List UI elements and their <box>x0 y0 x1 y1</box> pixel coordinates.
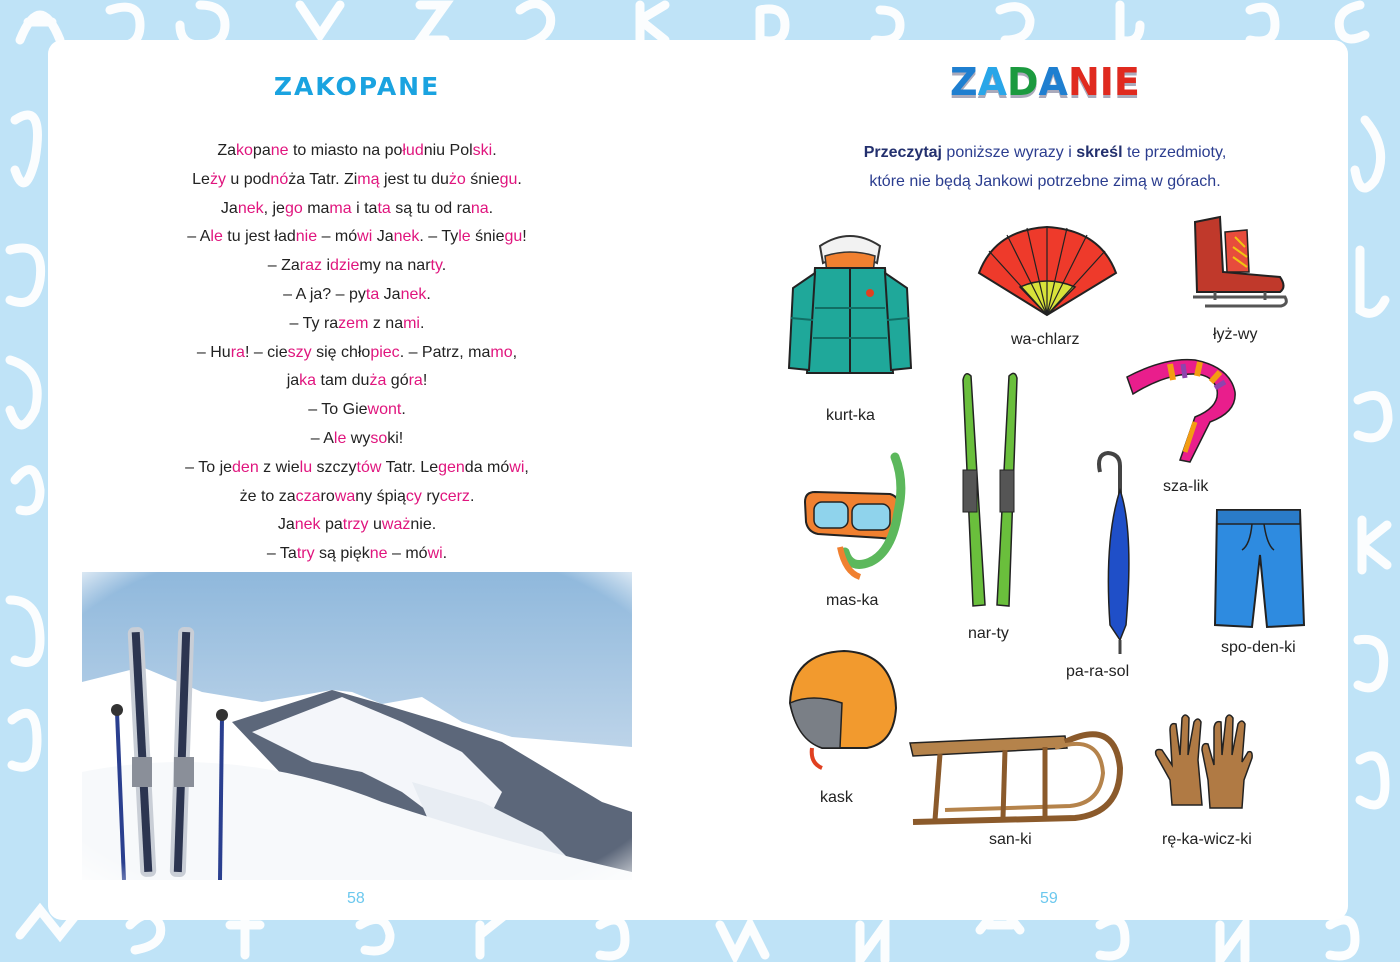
text-segment: . – Ty <box>419 228 459 246</box>
story-line <box>110 137 604 166</box>
instruction-line2: które nie będą Jankowi potrzebne zimą w górach. <box>869 173 1221 190</box>
page-number-left: 58 <box>347 890 365 907</box>
text-segment: . <box>441 257 447 275</box>
story-line <box>110 483 604 512</box>
text-segment: śnie <box>470 228 505 246</box>
text-segment: – mó <box>317 228 358 246</box>
label-shorts: spo-den-ki <box>1221 639 1296 656</box>
text-segment: , <box>512 343 518 361</box>
diving-mask-icon <box>800 452 915 582</box>
text-segment: Tatr. Le <box>381 458 439 476</box>
text-segment: pa <box>320 516 343 534</box>
text-segment: – Ty ra <box>289 314 339 332</box>
text-segment: . <box>488 199 494 217</box>
text-segment: i <box>322 257 331 275</box>
text-segment: Le <box>192 170 210 188</box>
text-segment: z na <box>368 314 404 332</box>
text-segment: że to za <box>239 487 296 505</box>
highlighted-syllable: nek <box>393 228 420 246</box>
highlighted-syllable: wi <box>427 545 443 563</box>
highlighted-syllable: ta <box>365 285 380 303</box>
highlighted-syllable: le <box>458 228 471 246</box>
text-segment: ! <box>522 228 527 246</box>
story-line <box>110 281 604 310</box>
task-heading-letter: A <box>977 60 1007 104</box>
text-segment: szczy <box>312 458 357 476</box>
highlighted-syllable: nek <box>294 516 321 534</box>
text-segment: ma <box>302 199 330 217</box>
text-segment: ro <box>320 487 335 505</box>
scarf-icon <box>1125 352 1245 467</box>
text-segment: – mó <box>387 545 428 563</box>
instruction-mid: poniższe wyrazy i <box>941 144 1077 161</box>
text-segment: . <box>492 142 497 159</box>
story-line <box>110 511 604 540</box>
label-skates: łyż-wy <box>1213 326 1258 343</box>
instruction-end: te przedmioty, <box>1122 144 1227 161</box>
highlighted-syllable: cy <box>405 487 422 505</box>
task-heading <box>950 60 1140 104</box>
task-heading-letter: I <box>1099 60 1114 104</box>
highlighted-syllable: ra <box>408 372 423 390</box>
text-segment: tu jest ład <box>222 228 296 246</box>
highlighted-syllable: gu <box>504 228 523 246</box>
highlighted-syllable: wa <box>334 487 356 505</box>
highlighted-syllable: ra <box>230 343 245 361</box>
highlighted-syllable: trzy <box>342 516 369 534</box>
fan-icon <box>975 225 1120 320</box>
highlighted-syllable: mą <box>357 170 380 188</box>
highlighted-syllable: so <box>370 429 388 447</box>
text-segment: u pod <box>225 170 271 188</box>
label-mask: mas-ka <box>826 592 879 609</box>
text-segment: – Hu <box>196 343 231 361</box>
task-heading-letter: A <box>1038 60 1068 104</box>
story-text <box>110 137 604 598</box>
label-gloves: rę-ka-wicz-ki <box>1162 831 1252 848</box>
text-segment: pa <box>252 142 271 159</box>
text-segment: ! – cie <box>244 343 288 361</box>
highlighted-syllable: gu <box>499 170 518 188</box>
highlighted-syllable: dzie <box>330 257 360 275</box>
highlighted-syllable: ży <box>209 170 226 188</box>
instruction-bold-cross: skreśl <box>1076 144 1123 161</box>
text-segment: . <box>426 285 431 303</box>
text-segment: to miasto na po <box>288 142 403 159</box>
text-segment: ! <box>422 372 428 390</box>
text-segment: u <box>368 516 382 534</box>
story-line <box>110 252 604 281</box>
label-skis: nar-ty <box>968 625 1009 642</box>
task-heading-letter: E <box>1113 60 1140 104</box>
text-segment: ża Tatr. Zi <box>288 170 358 188</box>
highlighted-syllable: le <box>333 429 347 447</box>
text-segment: ny śpią <box>355 487 406 505</box>
text-segment: . – Patrz, ma <box>399 343 491 361</box>
highlighted-syllable: ma <box>329 199 352 217</box>
label-helmet: kask <box>820 789 853 806</box>
instruction-bold-read: Przeczytaj <box>863 144 942 161</box>
highlighted-syllable: łud <box>402 142 424 159</box>
highlighted-syllable: nie <box>295 228 318 246</box>
highlighted-syllable: den <box>232 458 259 476</box>
text-segment: tam du <box>316 372 370 390</box>
text-segment: nie. <box>410 516 437 534</box>
highlighted-syllable: mo <box>490 343 513 361</box>
text-segment: , <box>524 458 529 476</box>
text-segment: się chło <box>311 343 371 361</box>
highlighted-syllable: mi <box>403 314 420 332</box>
text-segment: Ja <box>277 516 295 534</box>
text-segment: są tu od ra <box>390 199 471 217</box>
highlighted-syllable: wont <box>367 401 402 419</box>
story-line <box>110 367 604 396</box>
text-segment: – A <box>310 429 334 447</box>
highlighted-syllable: piec <box>370 343 400 361</box>
text-segment: – A <box>187 228 211 246</box>
highlighted-syllable: ko <box>236 142 253 159</box>
label-umbrella: pa-ra-sol <box>1066 663 1130 680</box>
text-segment: Za <box>217 142 237 159</box>
story-line <box>110 223 604 252</box>
text-segment: . <box>419 314 425 332</box>
highlighted-syllable: nek <box>400 285 427 303</box>
highlighted-syllable: wi <box>509 458 525 476</box>
highlighted-syllable: ne <box>369 545 388 563</box>
highlighted-syllable: żo <box>448 170 466 188</box>
story-line <box>110 396 604 425</box>
text-segment: da mó <box>464 458 510 476</box>
shorts-icon <box>1212 505 1307 630</box>
text-segment: z wie <box>258 458 300 476</box>
highlighted-syllable: try <box>296 545 315 563</box>
story-line <box>110 540 604 569</box>
highlighted-syllable: zem <box>338 314 369 332</box>
label-sled: san-ki <box>989 831 1032 848</box>
skates-icon <box>1185 212 1290 312</box>
highlighted-syllable: lu <box>299 458 313 476</box>
highlighted-syllable: ty <box>430 257 442 275</box>
text-segment: , je <box>263 199 285 217</box>
text-segment: Ja <box>220 199 238 217</box>
text-segment: jest tu du <box>379 170 449 188</box>
task-heading-letter: D <box>1006 60 1039 104</box>
text-segment: i ta <box>351 199 378 217</box>
highlighted-syllable: cerz <box>439 487 470 505</box>
umbrella-icon <box>1090 450 1135 655</box>
highlighted-syllable: ża <box>369 372 387 390</box>
highlighted-syllable: ne <box>270 142 289 159</box>
text-segment: – A ja? – py <box>283 285 366 303</box>
text-segment: – Ta <box>266 545 297 563</box>
text-segment: Ja <box>372 228 394 246</box>
text-segment: – To Gie <box>308 401 368 419</box>
gloves-icon <box>1152 710 1254 810</box>
page-number-right: 59 <box>1040 890 1058 907</box>
highlighted-syllable: nek <box>237 199 264 217</box>
story-line <box>110 166 604 195</box>
text-segment: Ja <box>379 285 401 303</box>
label-scarf: sza-lik <box>1163 478 1209 495</box>
highlighted-syllable: le <box>210 228 223 246</box>
text-segment: . <box>401 401 406 419</box>
highlighted-syllable: nó <box>270 170 289 188</box>
jacket-icon <box>785 228 915 383</box>
text-segment: niu Pol <box>423 142 473 159</box>
text-segment: . <box>469 487 475 505</box>
text-segment: śnie <box>465 170 500 188</box>
highlighted-syllable: ka <box>299 372 317 390</box>
highlighted-syllable: gen <box>438 458 465 476</box>
text-segment: wy <box>346 429 371 447</box>
highlighted-syllable: waż <box>381 516 411 534</box>
text-segment: ry <box>421 487 440 505</box>
task-heading-letter: N <box>1067 60 1100 104</box>
highlighted-syllable: tów <box>356 458 382 476</box>
page-title-zakopane: ZAKOPANE <box>273 72 441 101</box>
highlighted-syllable: ta <box>377 199 391 217</box>
mountain-skis-photo <box>82 572 632 880</box>
text-segment: gó <box>386 372 409 390</box>
text-segment: . <box>517 170 522 188</box>
task-heading-letter: Z <box>950 60 978 104</box>
text-segment: . <box>442 545 448 563</box>
highlighted-syllable: na <box>470 199 489 217</box>
highlighted-syllable: go <box>284 199 303 217</box>
story-line <box>110 454 604 483</box>
highlighted-syllable: ski <box>472 142 493 159</box>
highlighted-syllable: raz <box>299 257 323 275</box>
story-line <box>110 310 604 339</box>
text-segment: – To je <box>185 458 233 476</box>
text-segment: – Za <box>267 257 300 275</box>
label-jacket: kurt-ka <box>826 407 875 424</box>
highlighted-syllable: wi <box>357 228 373 246</box>
story-line <box>110 425 604 454</box>
text-segment: ki! <box>387 429 404 447</box>
highlighted-syllable: szy <box>287 343 312 361</box>
text-segment: są pięk <box>314 545 370 563</box>
sled-icon <box>905 718 1130 828</box>
text-segment: ja <box>286 372 300 390</box>
helmet-icon <box>782 648 900 773</box>
label-fan: wa-chlarz <box>1011 331 1080 348</box>
story-line <box>110 195 604 224</box>
task-instruction <box>800 138 1290 196</box>
story-line <box>110 339 604 368</box>
text-segment: my na nar <box>359 257 431 275</box>
highlighted-syllable: cza <box>295 487 321 505</box>
skis-icon <box>955 370 1025 610</box>
